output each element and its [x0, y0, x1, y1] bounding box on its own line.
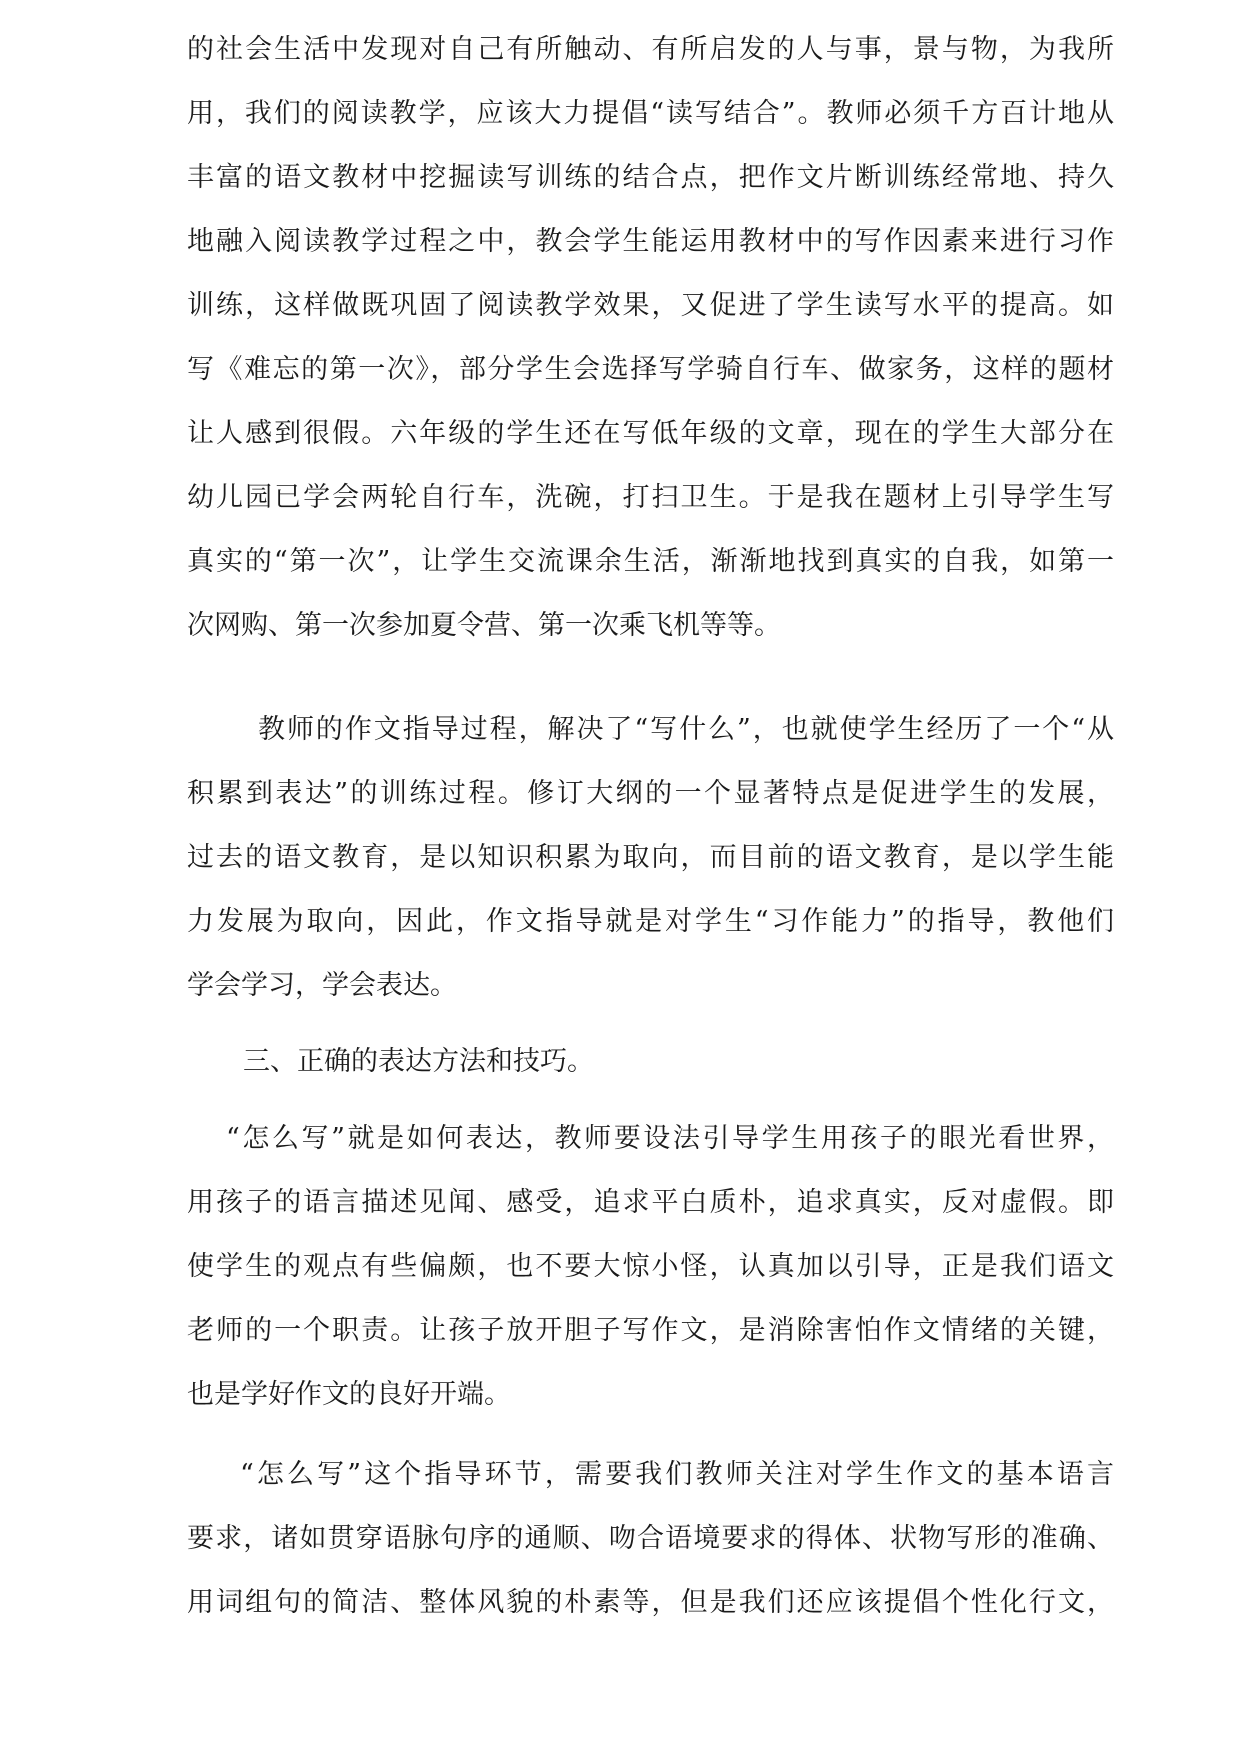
text-line: 教师的作文指导过程，解决了“写什么”，也就使学生经历了一个“从 [258, 714, 1114, 745]
section-heading: 三、正确的表达方法和技巧。 [243, 1046, 594, 1077]
text-line: “怎么写”这个指导环节，需要我们教师关注对学生作文的基本语言 [240, 1459, 1114, 1490]
text-line: 让人感到很假。六年级的学生还在写低年级的文章，现在的学生大部分在 [187, 418, 1114, 449]
text-line: 使学生的观点有些偏颇，也不要大惊小怪，认真加以引导，正是我们语文 [187, 1251, 1114, 1282]
text-line: 幼儿园已学会两轮自行车，洗碗，打扫卫生。于是我在题材上引导学生写 [187, 482, 1114, 513]
text-line: 也是学好作文的良好开端。 [187, 1379, 511, 1410]
text-line: 次网购、第一次参加夏令营、第一次乘飞机等等。 [187, 610, 781, 641]
text-line: 真实的“第一次”，让学生交流课余生活，渐渐地找到真实的自我，如第一 [187, 546, 1114, 577]
text-line: 用词组句的简洁、整体风貌的朴素等，但是我们还应该提倡个性化行文， [187, 1587, 1114, 1618]
text-line: “怎么写”就是如何表达，教师要设法引导学生用孩子的眼光看世界， [226, 1123, 1114, 1154]
text-line: 地融入阅读教学过程之中，教会学生能运用教材中的写作因素来进行习作 [187, 226, 1114, 257]
text-line: 老师的一个职责。让孩子放开胆子写作文，是消除害怕作文情绪的关键， [187, 1315, 1114, 1346]
text-line: 训练，这样做既巩固了阅读教学效果，又促进了学生读写水平的提高。如 [187, 290, 1114, 321]
text-line: 力发展为取向，因此，作文指导就是对学生“习作能力”的指导，教他们 [187, 906, 1114, 937]
text-line: 写《难忘的第一次》，部分学生会选择写学骑自行车、做家务，这样的题材 [187, 354, 1114, 385]
text-line: 用，我们的阅读教学，应该大力提倡“读写结合”。教师必须千方百计地从 [187, 98, 1114, 129]
text-line: 学会学习，学会表达。 [187, 970, 457, 1001]
text-line: 要求，诸如贯穿语脉句序的通顺、吻合语境要求的得体、状物写形的准确、 [187, 1523, 1114, 1554]
text-line: 用孩子的语言描述见闻、感受，追求平白质朴，追求真实，反对虚假。即 [187, 1187, 1114, 1218]
text-line: 的社会生活中发现对自己有所触动、有所启发的人与事，景与物，为我所 [187, 34, 1114, 65]
text-line: 过去的语文教育，是以知识积累为取向，而目前的语文教育，是以学生能 [187, 842, 1114, 873]
text-line: 丰富的语文教材中挖掘读写训练的结合点，把作文片断训练经常地、持久 [187, 162, 1114, 193]
text-line: 积累到表达”的训练过程。修订大纲的一个显著特点是促进学生的发展， [187, 778, 1114, 809]
